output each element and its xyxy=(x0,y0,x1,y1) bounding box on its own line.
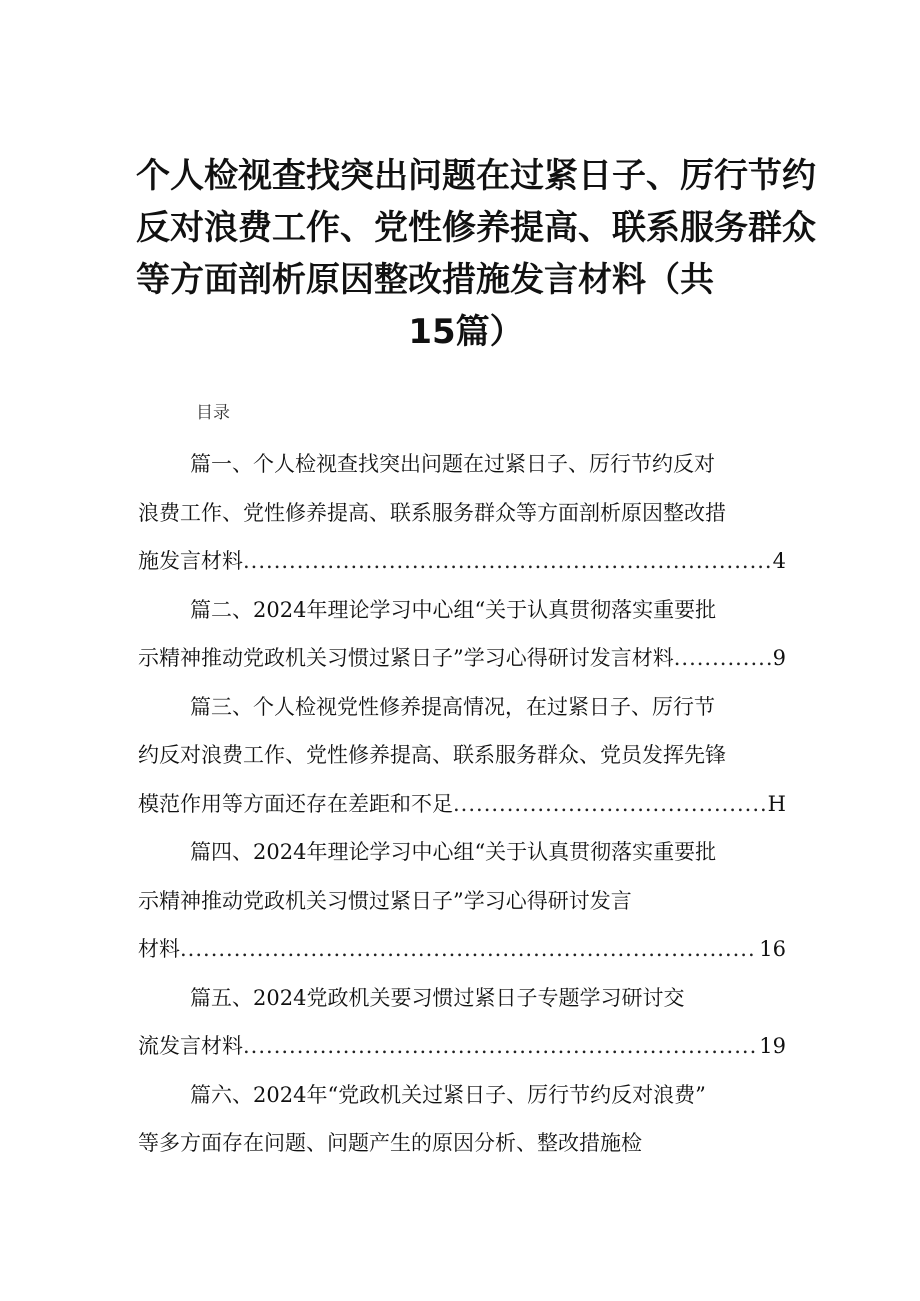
toc-page-number: H xyxy=(767,791,786,816)
toc-page-number: 9 xyxy=(772,646,786,670)
toc-entry-leader-line xyxy=(138,634,786,683)
table-of-contents xyxy=(138,440,786,1168)
toc-entry-text: 材料 xyxy=(138,937,180,961)
title-line-4: 15篇） xyxy=(408,312,524,352)
toc-heading: 目录 xyxy=(196,403,230,423)
toc-entry[interactable] xyxy=(138,586,786,683)
toc-entry-line: 篇四、2024年理论学习中心组“关于认真贯彻落实重要批 xyxy=(190,840,717,864)
toc-entry[interactable] xyxy=(138,974,786,1071)
toc-entry-text: 流发言材料 xyxy=(138,1034,243,1058)
toc-entry-line: 篇二、2024年理论学习中心组“关于认真贯彻落实重要批 xyxy=(190,597,717,622)
toc-entry-leader-line xyxy=(138,1022,786,1071)
toc-entry-text: 施发言材料 xyxy=(138,549,243,573)
toc-entry-line: 等多方面存在问题、问题产生的原因分析、整改措施检 xyxy=(138,1131,642,1155)
toc-page-number: 16 xyxy=(759,937,786,961)
toc-dot-leader xyxy=(243,537,771,586)
title-line-2: 反对浪费工作、党性修养提高、联系服务群众 xyxy=(136,208,816,248)
title-line-3: 等方面剖析原因整改措施发言材料（共 xyxy=(136,260,714,300)
toc-entry-line: 篇三、个人检视党性修养提高情况，在过紧日子、厉行节 xyxy=(190,694,715,719)
toc-entry-line: 浪费工作、党性修养提高、联系服务群众等方面剖析原因整改措 xyxy=(138,500,726,525)
toc-entry-text: 模范作用等方面还存在差距和不足 xyxy=(138,791,453,816)
toc-entry-line: 约反对浪费工作、党性修养提高、联系服务群众、党员发挥先锋 xyxy=(138,743,726,767)
title-line-1: 个人检视查找突出问题在过紧日子、厉行节约 xyxy=(136,156,816,196)
toc-entry-leader-line xyxy=(138,925,786,974)
toc-entry[interactable] xyxy=(138,1071,786,1168)
toc-entry[interactable] xyxy=(138,828,786,974)
toc-entry-leader-line xyxy=(138,537,786,586)
toc-dot-leader xyxy=(453,780,766,829)
toc-entry[interactable] xyxy=(138,683,786,829)
toc-entry-leader-line xyxy=(138,780,786,829)
toc-entry-line: 篇六、2024年“党政机关过紧日子、厉行节约反对浪费” xyxy=(190,1082,706,1107)
toc-entry-text: 示精神推动党政机关习惯过紧日子”学习心得研讨发言材料 xyxy=(138,646,674,670)
toc-dot-leader xyxy=(674,634,771,683)
toc-entry-line: 篇一、个人检视查找突出问题在过紧日子、厉行节约反对 xyxy=(190,452,715,476)
toc-entry-line: 篇五、2024党政机关要习惯过紧日子专题学习研讨交 xyxy=(190,985,685,1010)
toc-entry-line: 示精神推动党政机关习惯过紧日子”学习心得研讨发言 xyxy=(138,888,632,913)
toc-dot-leader xyxy=(243,1022,757,1071)
toc-dot-leader xyxy=(180,925,757,974)
toc-page-number: 4 xyxy=(772,549,786,573)
toc-entry[interactable] xyxy=(138,440,786,586)
toc-page-number: 19 xyxy=(759,1034,786,1058)
document-title xyxy=(136,150,816,358)
